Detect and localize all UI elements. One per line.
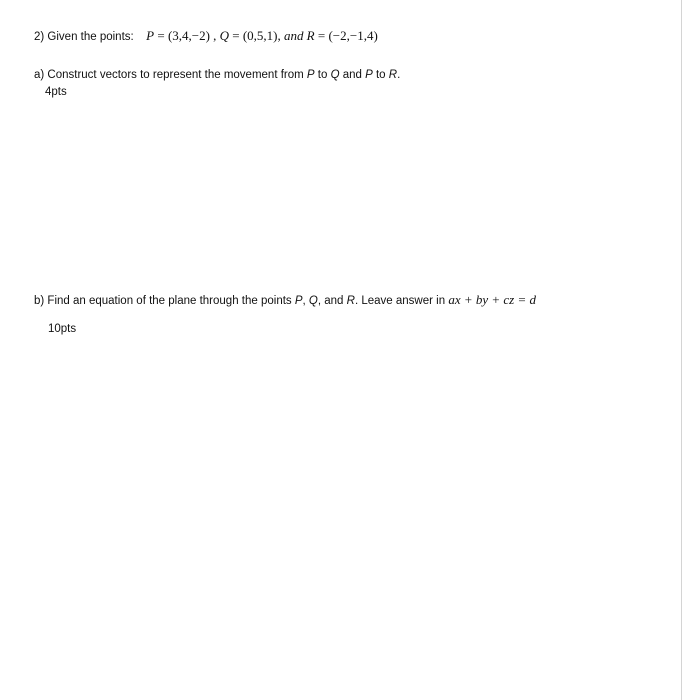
part-a-point-r: R: [388, 69, 398, 81]
point-r-name: R: [306, 28, 315, 43]
equals-sign-r: =: [314, 28, 329, 43]
part-b-comma-1: ,: [302, 295, 309, 307]
point-q-coords: (0,5,1): [242, 28, 278, 43]
part-b-text-2: . Leave answer in: [354, 295, 449, 307]
part-a-point-q: Q: [330, 69, 340, 81]
part-b-comma-and: , and: [317, 295, 347, 307]
part-a-and: and: [339, 69, 366, 81]
question-label: 2) Given the points:: [34, 31, 134, 43]
point-p-name: P: [146, 28, 155, 43]
part-b-point-r: R: [346, 295, 355, 307]
part-a-points: 4pts: [45, 86, 67, 98]
part-b-point-p: P: [294, 295, 303, 307]
part-a-period: .: [397, 69, 401, 81]
point-r-coords: (−2,−1,4): [328, 28, 378, 43]
separator-2: ,: [277, 28, 281, 43]
part-b-prompt: [34, 292, 536, 309]
part-a-point-p2: P: [365, 69, 373, 81]
part-a-to-2: to: [372, 69, 389, 81]
and-word: and: [283, 28, 304, 43]
part-a-to-1: to: [314, 69, 331, 81]
separator-1: ,: [213, 28, 217, 43]
part-a-point-p: P: [306, 69, 315, 81]
plane-equation-form: ax + by + cz = d: [448, 292, 536, 307]
part-b-point-q: Q: [308, 295, 318, 307]
equals-sign-p: =: [154, 28, 168, 43]
question-header: [34, 28, 378, 45]
equals-sign-q: =: [228, 28, 243, 43]
point-p-coords: (3,4,−2): [167, 28, 210, 43]
part-a-prompt: [34, 67, 400, 83]
part-a-text: a) Construct vectors to represent the movement from: [34, 69, 307, 81]
part-b-points: 10pts: [48, 323, 77, 335]
point-q-name: Q: [219, 28, 229, 43]
part-b-text: b) Find an equation of the plane through the points: [34, 295, 295, 307]
